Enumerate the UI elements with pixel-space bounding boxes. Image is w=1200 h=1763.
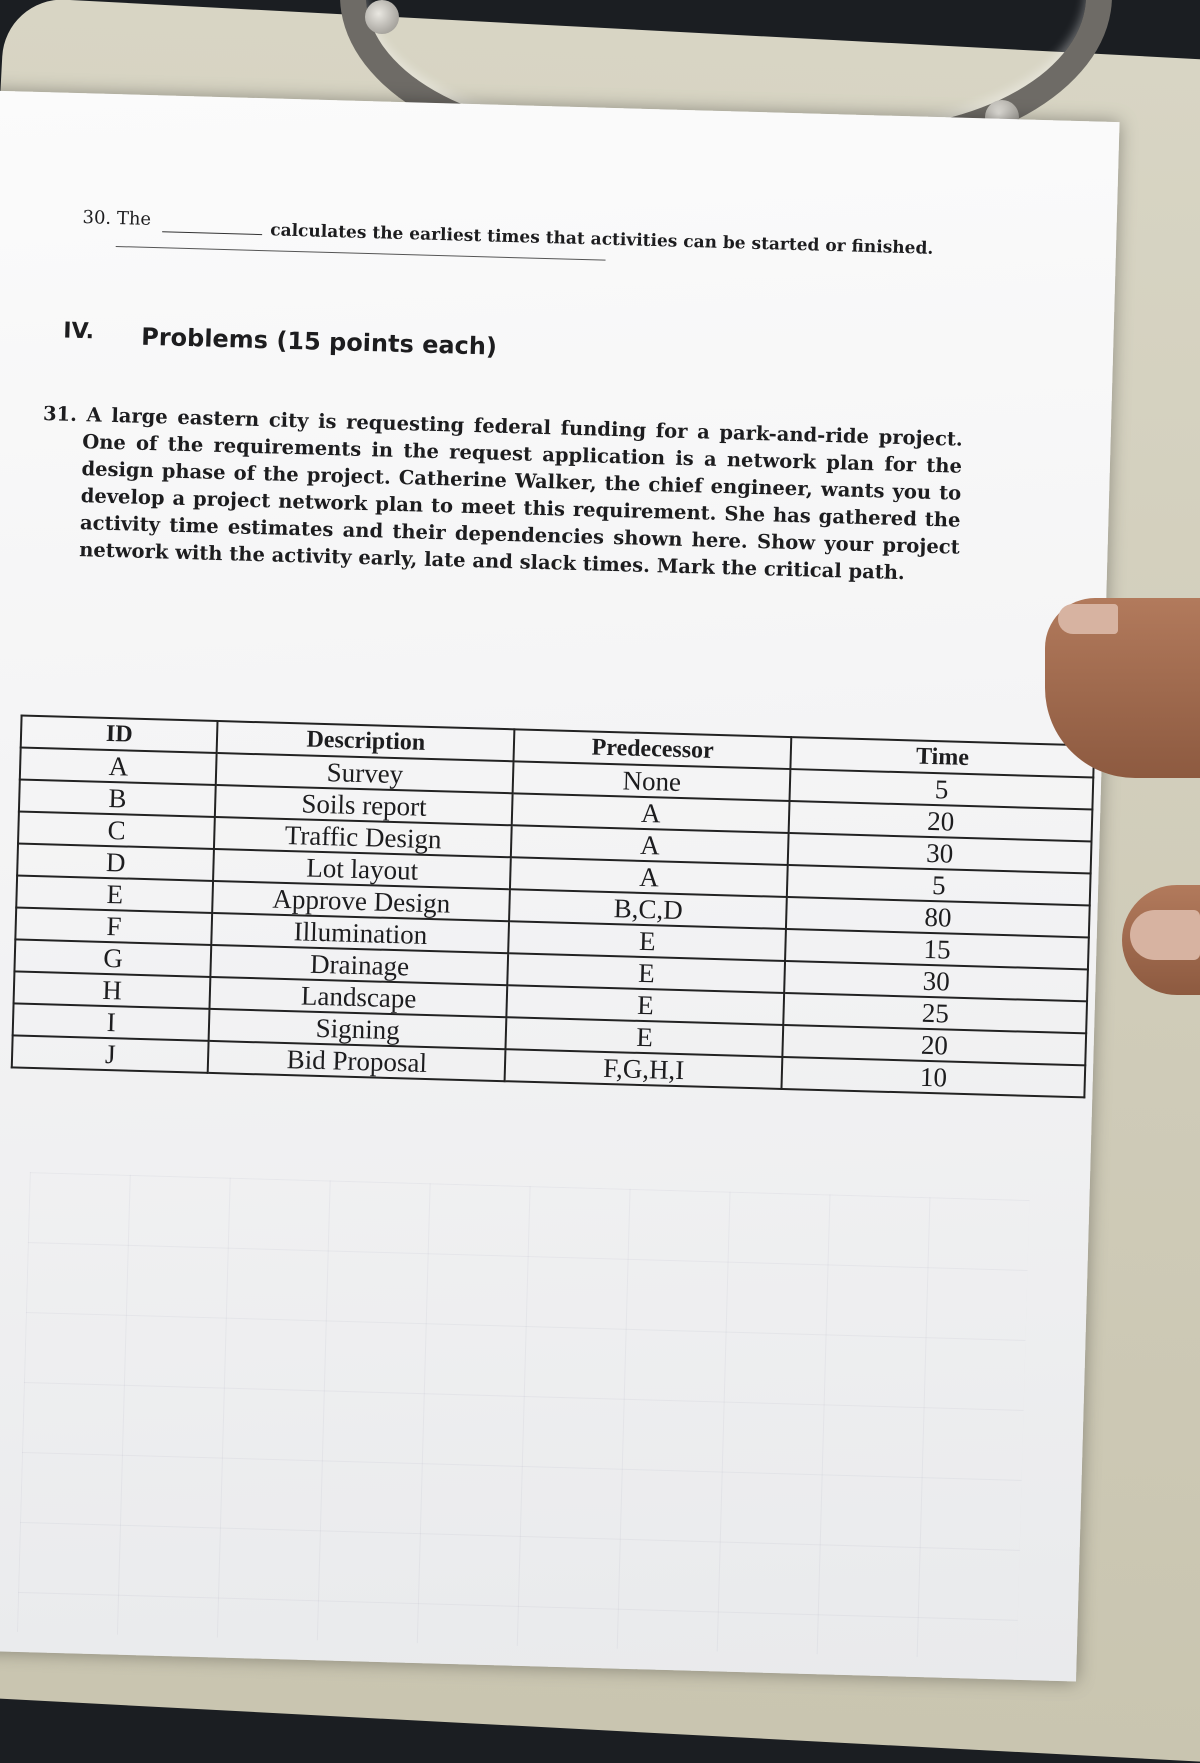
- cell-predecessor: A: [511, 825, 789, 865]
- cell-description: Soils report: [215, 785, 513, 825]
- header-id: ID: [21, 716, 218, 753]
- cell-description: Traffic Design: [214, 817, 512, 857]
- cell-description: Drainage: [211, 945, 509, 985]
- cell-id: I: [13, 1003, 210, 1040]
- answer-blank-line: [116, 246, 606, 261]
- question-31-number: 31.: [42, 402, 78, 426]
- cell-time: 5: [790, 769, 1093, 809]
- cell-description: Approve Design: [213, 881, 511, 921]
- header-predecessor: Predecessor: [514, 729, 792, 769]
- cell-time: 25: [784, 993, 1087, 1033]
- cell-predecessor: A: [510, 857, 788, 897]
- answer-blank[interactable]: [162, 231, 262, 235]
- question-31-text: A large eastern city is requesting federal funding for a park-and-ride project. One of the requirements in the request application is a network plan for the design phase of the project. Catherine Walker, the chief engineer, wants you to develop a project network plan to meet this requirement. She has gathered the activity time estimates and their dependencies shown here. Show your project network with the activity early, late and slack times. Mark the critical path.: [78, 403, 963, 585]
- cell-predecessor: B,C,D: [509, 889, 787, 929]
- cell-description: Landscape: [210, 977, 508, 1017]
- section-roman: IV.: [62, 318, 95, 345]
- cell-predecessor: E: [506, 1017, 784, 1057]
- cell-predecessor: E: [507, 953, 785, 993]
- cell-description: Signing: [209, 1009, 507, 1049]
- cell-id: D: [17, 843, 214, 880]
- question-31: [39, 400, 963, 588]
- worksheet-content: [35, 200, 1045, 1093]
- cell-time: 15: [785, 929, 1088, 969]
- cell-id: H: [14, 971, 211, 1008]
- activity-table: [11, 715, 1095, 1099]
- cell-time: 10: [782, 1057, 1085, 1097]
- finger-nail: [1130, 910, 1200, 960]
- question-30-text: calculates the earliest times that activities can be started or finished.: [269, 220, 934, 259]
- question-30-number: 30. The: [82, 207, 152, 230]
- cell-id: A: [20, 748, 217, 785]
- header-description: Description: [217, 721, 515, 761]
- cell-description: Illumination: [212, 913, 510, 953]
- cell-time: 30: [785, 961, 1088, 1001]
- cell-time: 5: [787, 865, 1090, 905]
- cell-time: 20: [789, 801, 1092, 841]
- cell-time: 80: [786, 897, 1089, 937]
- show-through-grid: [17, 1172, 1029, 1660]
- screw-left: [365, 0, 399, 34]
- cell-predecessor: F,G,H,I: [505, 1049, 783, 1089]
- cell-id: B: [19, 780, 216, 817]
- cell-description: Survey: [216, 753, 514, 793]
- cell-id: J: [12, 1035, 209, 1072]
- header-time: Time: [791, 737, 1094, 777]
- cell-id: F: [15, 907, 212, 944]
- cell-id: G: [14, 939, 211, 976]
- cell-time: 20: [783, 1025, 1086, 1065]
- thumb-nail: [1058, 604, 1118, 634]
- cell-predecessor: E: [507, 985, 785, 1025]
- cell-id: E: [16, 875, 213, 912]
- section-title: Problems (15 points each): [140, 322, 498, 361]
- cell-description: Lot layout: [214, 849, 512, 889]
- cell-id: C: [18, 812, 215, 849]
- cell-predecessor: A: [512, 793, 790, 833]
- cell-description: Bid Proposal: [208, 1041, 506, 1081]
- cell-predecessor: E: [508, 921, 786, 961]
- cell-predecessor: None: [513, 761, 791, 801]
- cell-time: 30: [788, 833, 1091, 873]
